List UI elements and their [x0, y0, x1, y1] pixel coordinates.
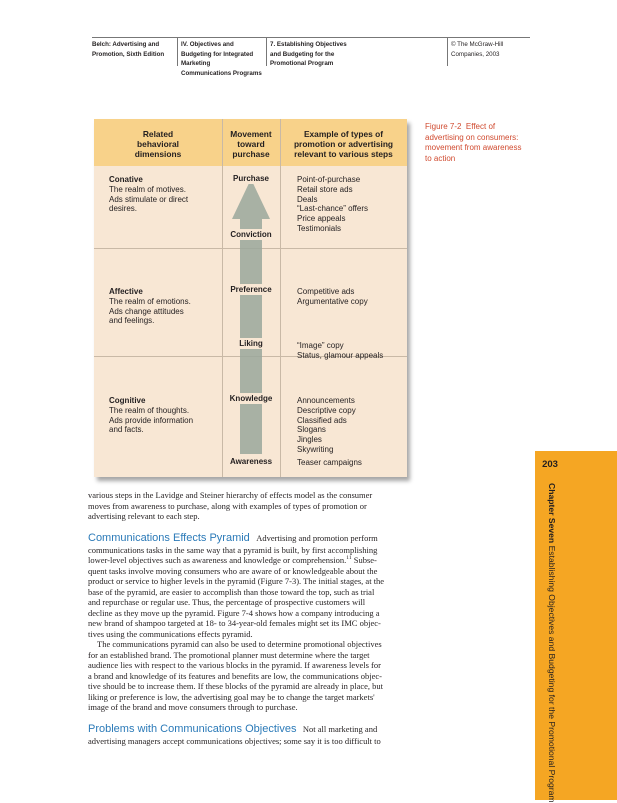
page-number: 203	[542, 459, 558, 470]
examples-cognitive-bottom: Teaser campaigns	[297, 458, 362, 467]
header-part-title: IV. Objectives and Budgeting for Integrated Marketing Communications Programs	[177, 37, 262, 66]
dimension-conative: Conative The realm of motives. Ads stimulate or direct desires.	[109, 175, 189, 214]
column-header-dimensions: Related behavioral dimensions	[134, 129, 182, 159]
stage-conviction: Conviction	[230, 230, 272, 239]
figure-number: Figure 7-2	[425, 122, 462, 131]
column-header-examples: Example of types of promotion or advertising relevant to various steps	[293, 129, 394, 159]
running-header	[92, 0, 530, 80]
header-book-title: Belch: Advertising and Promotion, Sixth Edition	[92, 41, 165, 58]
column-divider	[280, 119, 281, 477]
chapter-side-tab	[535, 451, 617, 803]
body-text: various steps in the Lavidge and Steiner hierarchy of effects model as the consumer moves from awareness to purchase, along with examples of types of promotion or advertising relevant to each step. Communications Effects Pyramid Advertising and promotion perform communications tasks in the same way that a pyramid is built, by first accomplishing lower-level objectives such as awareness and knowledge or comprehension.$^{11}$ Subse- quent tasks involve moving consumers who are aware of or knowledgeable about the product or service to higher levels in the pyramid (Figure 7-3). The initial stages, at the base of the pyramid, are easier to accomplish than those toward the top, such as trial and repurchase or regular use. Thus, the percentage of prospective customers will decline as they move up the pyramid. Figure 7-4 shows how a company introducing a new brand of shampoo targeted at 18- to 34-year-old females might set its IMC objec- tives using the communications effects pyramid. The communications pyramid can also be used to determine promotional objectives for an established brand. The promotional planner must determine where the target audience lies with respect to the various blocks in the pyramid. If awareness levels for a brand and knowledge of its features and benefits are low, the communications objec- tive should be to increase them. If these blocks of the pyramid are already in place, but liking or preference is low, the advertising goal may be to change the target markets' image of the brand and move consumers through to purchase. Problems with Communications Objectives Not all marketing and advertising managers accept communications objectives; some say it is too difficult to	[88, 490, 385, 746]
section-heading-pyramid: Communications Effects Pyramid	[88, 531, 250, 544]
examples-cognitive-top: Announcements Descriptive copy Classified ads Slogans Jingles Skywriting	[297, 396, 356, 454]
upward-arrow-icon	[232, 179, 270, 454]
stage-awareness: Awareness	[229, 457, 273, 466]
dimension-affective: Affective The realm of emotions. Ads change attitudes and feelings.	[109, 287, 191, 326]
section-heading-problems: Problems with Communications Objectives	[88, 722, 297, 735]
figure-7-2-table	[94, 119, 407, 477]
header-chapter-title: 7. Establishing Objectives and Budgeting for the Promotional Program	[266, 37, 347, 66]
stage-liking: Liking	[239, 339, 263, 348]
header-copyright: © The McGraw-Hill Companies, 2003	[447, 37, 503, 66]
dimension-cognitive: Cognitive The realm of thoughts. Ads provide information and facts.	[109, 396, 194, 435]
footnote-ref: 11	[346, 555, 352, 562]
examples-affective-top: Competitive ads Argumentative copy	[297, 287, 368, 306]
figure-caption: Figure 7-2 Effect of advertising on consumers: movement from awareness to action	[425, 122, 522, 163]
chapter-running-title: Chapter Seven Establishing Objectives and Budgeting for the Promotional Program	[547, 483, 557, 803]
stage-preference: Preference	[230, 285, 272, 294]
examples-affective-bottom: “Image” copy Status, glamour appeals	[297, 341, 384, 360]
column-divider	[222, 119, 223, 477]
examples-conative: Point-of-purchase Retail store ads Deals “Last-chance” offers Price appeals Testimonials	[297, 175, 368, 233]
stage-purchase: Purchase	[232, 174, 270, 183]
column-header-movement: Movement toward purchase	[230, 129, 272, 159]
stage-knowledge: Knowledge	[229, 394, 273, 403]
